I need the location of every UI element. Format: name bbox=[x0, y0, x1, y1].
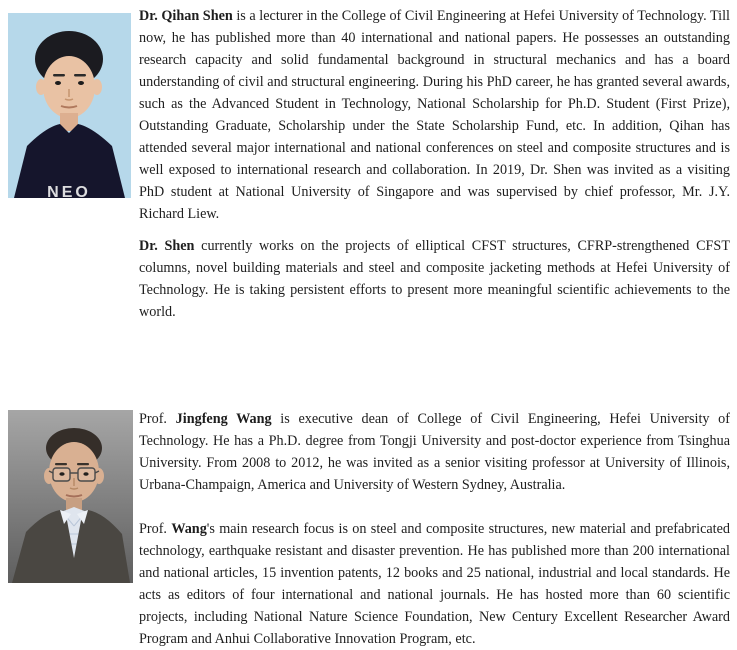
shen-name-bold-2: Dr. Shen bbox=[139, 238, 195, 254]
right-eyebrow-shape bbox=[77, 463, 89, 465]
wang-bio-paragraph-1-body: is executive dean of College of Civil Engineering, Hefei University of Technology. He has a Ph.D. degree from Tongji University and post-doctor experience from Tsinghua University. From 2008 to 2012, he was invited as a senior visiting professor at University of Illinois, Urbana-Champaign, America and University of Western Sydney, Australia. bbox=[139, 411, 730, 493]
left-eye-shape bbox=[59, 472, 64, 476]
wang-bio-text bbox=[139, 408, 730, 650]
wang-honorific-1: Prof. bbox=[139, 411, 176, 427]
wang-name-bold-2: Wang bbox=[171, 521, 207, 537]
right-eye-shape bbox=[83, 472, 88, 476]
wang-bio-paragraph-2 bbox=[139, 518, 730, 650]
shen-bio-paragraph-1 bbox=[139, 5, 730, 225]
wang-bio-paragraph-2-body: 's main research focus is on steel and composite structures, new material and prefabricated technology, earthquake resistant and disaster prevention. He has published more than 200 international and national articles, 15 invention patents, 12 books and 25 national, industrial and local standards. He acts as editors of four international and national journals. He has hosted more than 60 scientific projects, including National Nature Science Foundation, New Century Excellent Researcher Award Program and Anhui Collaborative Innovation Program, etc. bbox=[139, 521, 730, 647]
shen-bio-text bbox=[139, 5, 730, 323]
left-eyebrow-shape bbox=[55, 463, 67, 465]
face-shape bbox=[43, 56, 95, 118]
right-eye-shape bbox=[78, 81, 84, 85]
left-eye-shape bbox=[55, 81, 61, 85]
wang-honorific-2: Prof. bbox=[139, 521, 172, 537]
shen-portrait-photo bbox=[8, 13, 131, 198]
shen-bio-paragraph-2 bbox=[139, 235, 730, 323]
shen-name-bold: Dr. Qihan Shen bbox=[139, 8, 233, 24]
shen-bio-paragraph-1-body: is a lecturer in the College of Civil Engineering at Hefei University of Technology. Till now, he has published more than 40 international and national papers. He possesses an outstanding research capacity and solid fundamental background in structural mechanics and has a board understanding of civil and structural engineering. During his PhD career, he has granted several awards, such as the Advanced Student in Technology, National Scholarship for Ph.D. Student (First Prize), Outstanding Graduate, Scholarship under the State Scholarship Fund, etc. In addition, Qihan has attended several major international and national conferences on steel and composite structures and is well exposed to international research and collaboration. In 2019, Dr. Shen was invited as a visiting PhD student at National University of Singapore and was supervised by chief professor, Mr. J.Y. Richard Liew. bbox=[139, 8, 730, 222]
wang-bio-paragraph-1 bbox=[139, 408, 730, 496]
tshirt-print-text: NEO bbox=[47, 184, 91, 198]
wang-name-bold: Jingfeng Wang bbox=[175, 411, 272, 427]
shen-bio-paragraph-2-body: currently works on the projects of elliptical CFST structures, CFRP-strengthened CFST columns, novel building materials and steel and composite jacketing methods at Hefei University of Technology. He is taking persistent efforts to present more meaningful scientific achievements to the world. bbox=[139, 238, 730, 320]
wang-portrait-photo bbox=[8, 410, 133, 583]
left-eyebrow-shape bbox=[53, 74, 65, 77]
right-eyebrow-shape bbox=[74, 74, 86, 77]
